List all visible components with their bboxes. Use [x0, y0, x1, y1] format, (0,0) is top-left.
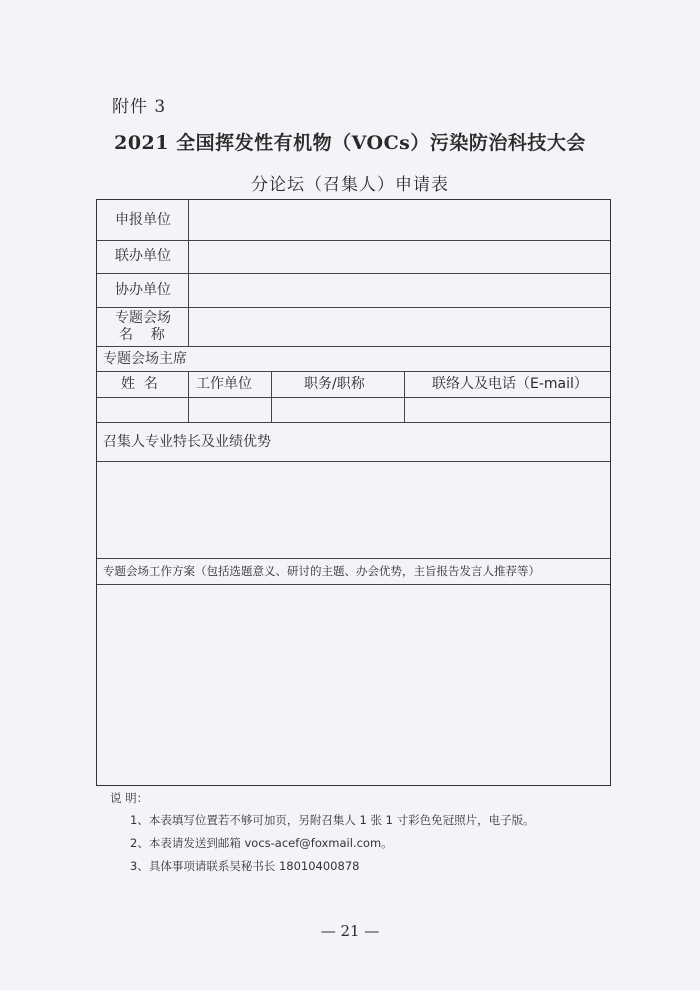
chair-position-field[interactable] — [272, 398, 404, 422]
note-item-3: 3、具体事项请联系吴秘书长 18010400878 — [130, 859, 360, 873]
page-number: — 21 — — [320, 922, 380, 940]
chair-name-field[interactable] — [97, 398, 188, 422]
chair-work-unit-field[interactable] — [189, 398, 271, 422]
plan-heading: 专题会场工作方案（包括选题意义、研讨的主题、办会优势，主旨报告发言人推荐等） — [103, 564, 540, 578]
form-subtitle: 分论坛（召集人）申请表 — [251, 175, 449, 195]
column-name: 姓 名 — [121, 376, 158, 392]
expertise-field[interactable] — [97, 462, 610, 558]
chair-heading: 专题会场主席 — [103, 351, 187, 367]
assisting-unit-label: 协办单位 — [115, 282, 171, 298]
plan-field[interactable] — [97, 585, 610, 785]
application-form-table — [96, 199, 611, 786]
chair-contact-field[interactable] — [405, 398, 610, 422]
note-item-2: 2、本表请发送到邮箱 vocs-acef@foxmail.com。 — [130, 836, 393, 850]
applicant-unit-field[interactable] — [189, 200, 610, 240]
co-organizer-field[interactable] — [189, 241, 610, 273]
co-organizer-label: 联办单位 — [115, 248, 171, 264]
session-name-label-line1: 专题会场 — [115, 310, 171, 326]
column-position-title: 职务/职称 — [304, 376, 365, 392]
column-contact-phone-email: 联络人及电话（E-mail） — [432, 376, 588, 392]
session-name-label-line2: 名 称 — [119, 327, 165, 343]
note-item-1: 1、本表填写位置若不够可加页，另附召集人 1 张 1 寸彩色免冠照片，电子版。 — [130, 813, 535, 827]
session-name-field[interactable] — [189, 308, 610, 346]
assisting-unit-field[interactable] — [189, 274, 610, 307]
expertise-heading: 召集人专业特长及业绩优势 — [103, 434, 271, 450]
attachment-label: 附件 3 — [112, 97, 167, 117]
column-work-unit: 工作单位 — [196, 376, 252, 392]
applicant-unit-label: 申报单位 — [115, 212, 171, 228]
notes-label: 说 明： — [110, 791, 149, 805]
document-title: 2021 全国挥发性有机物（VOCs）污染防治科技大会 — [114, 132, 586, 154]
